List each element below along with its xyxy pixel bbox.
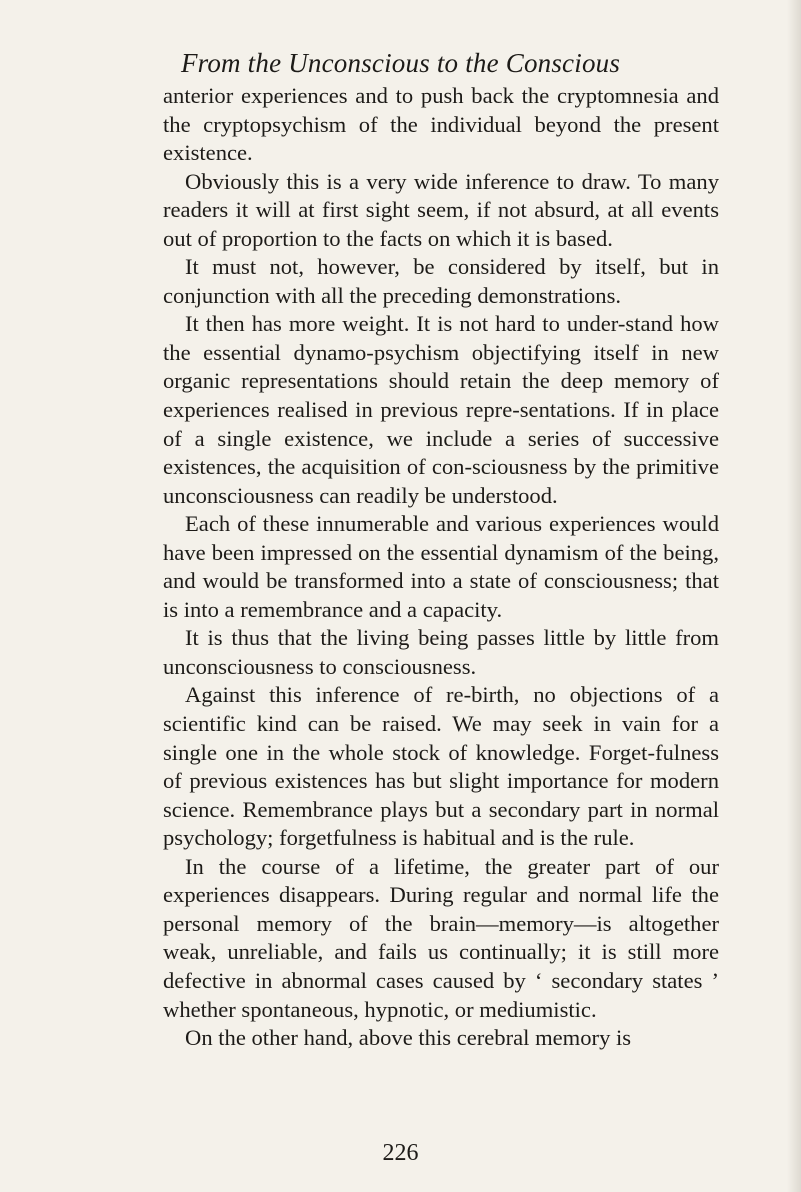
- paragraph: Against this inference of re-birth, no objections of a scientific kind can be raised. We may seek in vain for a single one in the whole stock of knowledge. Forget-fulness of previous existences has but slight importance for modern science. Remembrance plays but a secondary part in normal psychology; forgetfulness is habitual and is the rule.: [163, 682, 719, 851]
- body-text: [163, 82, 719, 1053]
- paragraph: It must not, however, be considered by itself, but in conjunction with all the preceding demonstrations.: [163, 254, 719, 308]
- paragraph: It is thus that the living being passes little by little from unconsciousness to consciousness.: [163, 625, 719, 679]
- paragraph: On the other hand, above this cerebral memory is: [185, 1025, 632, 1051]
- page-edge-shadow: [787, 0, 801, 1192]
- paragraph: anterior experiences and to push back the cryptomnesia and the cryptopsychism of the individual beyond the present existence.: [163, 83, 719, 166]
- paragraph: In the course of a lifetime, the greater part of our experiences disappears. During regular and normal life the personal memory of the brain—memory—is altogether weak, unreliable, and fails us continually; it is still more defective in abnormal cases caused by ‘ secondary states ’ whether spontaneous, hypnotic, or mediumistic.: [163, 853, 719, 1022]
- page-number: 226: [382, 1140, 419, 1166]
- paragraph: It then has more weight. It is not hard to under-stand how the essential dynamo-psychism objectifying itself in new organic representations should retain the deep memory of experiences realised in previous repre-sentations. If in place of a single existence, we include a series of successive existences, the acquisition of con-sciousness by the primitive unconsciousness can readily be understood.: [163, 311, 719, 508]
- paragraph: Each of these innumerable and various experiences would have been impressed on the essential dynamism of the being, and would be transformed into a state of consciousness; that is into a remembrance and a capacity.: [163, 511, 719, 622]
- paragraph: Obviously this is a very wide inference to draw. To many readers it will at first sight seem, if not absurd, at all events out of proportion to the facts on which it is based.: [163, 168, 719, 251]
- running-head: From the Unconscious to the Conscious: [180, 48, 621, 78]
